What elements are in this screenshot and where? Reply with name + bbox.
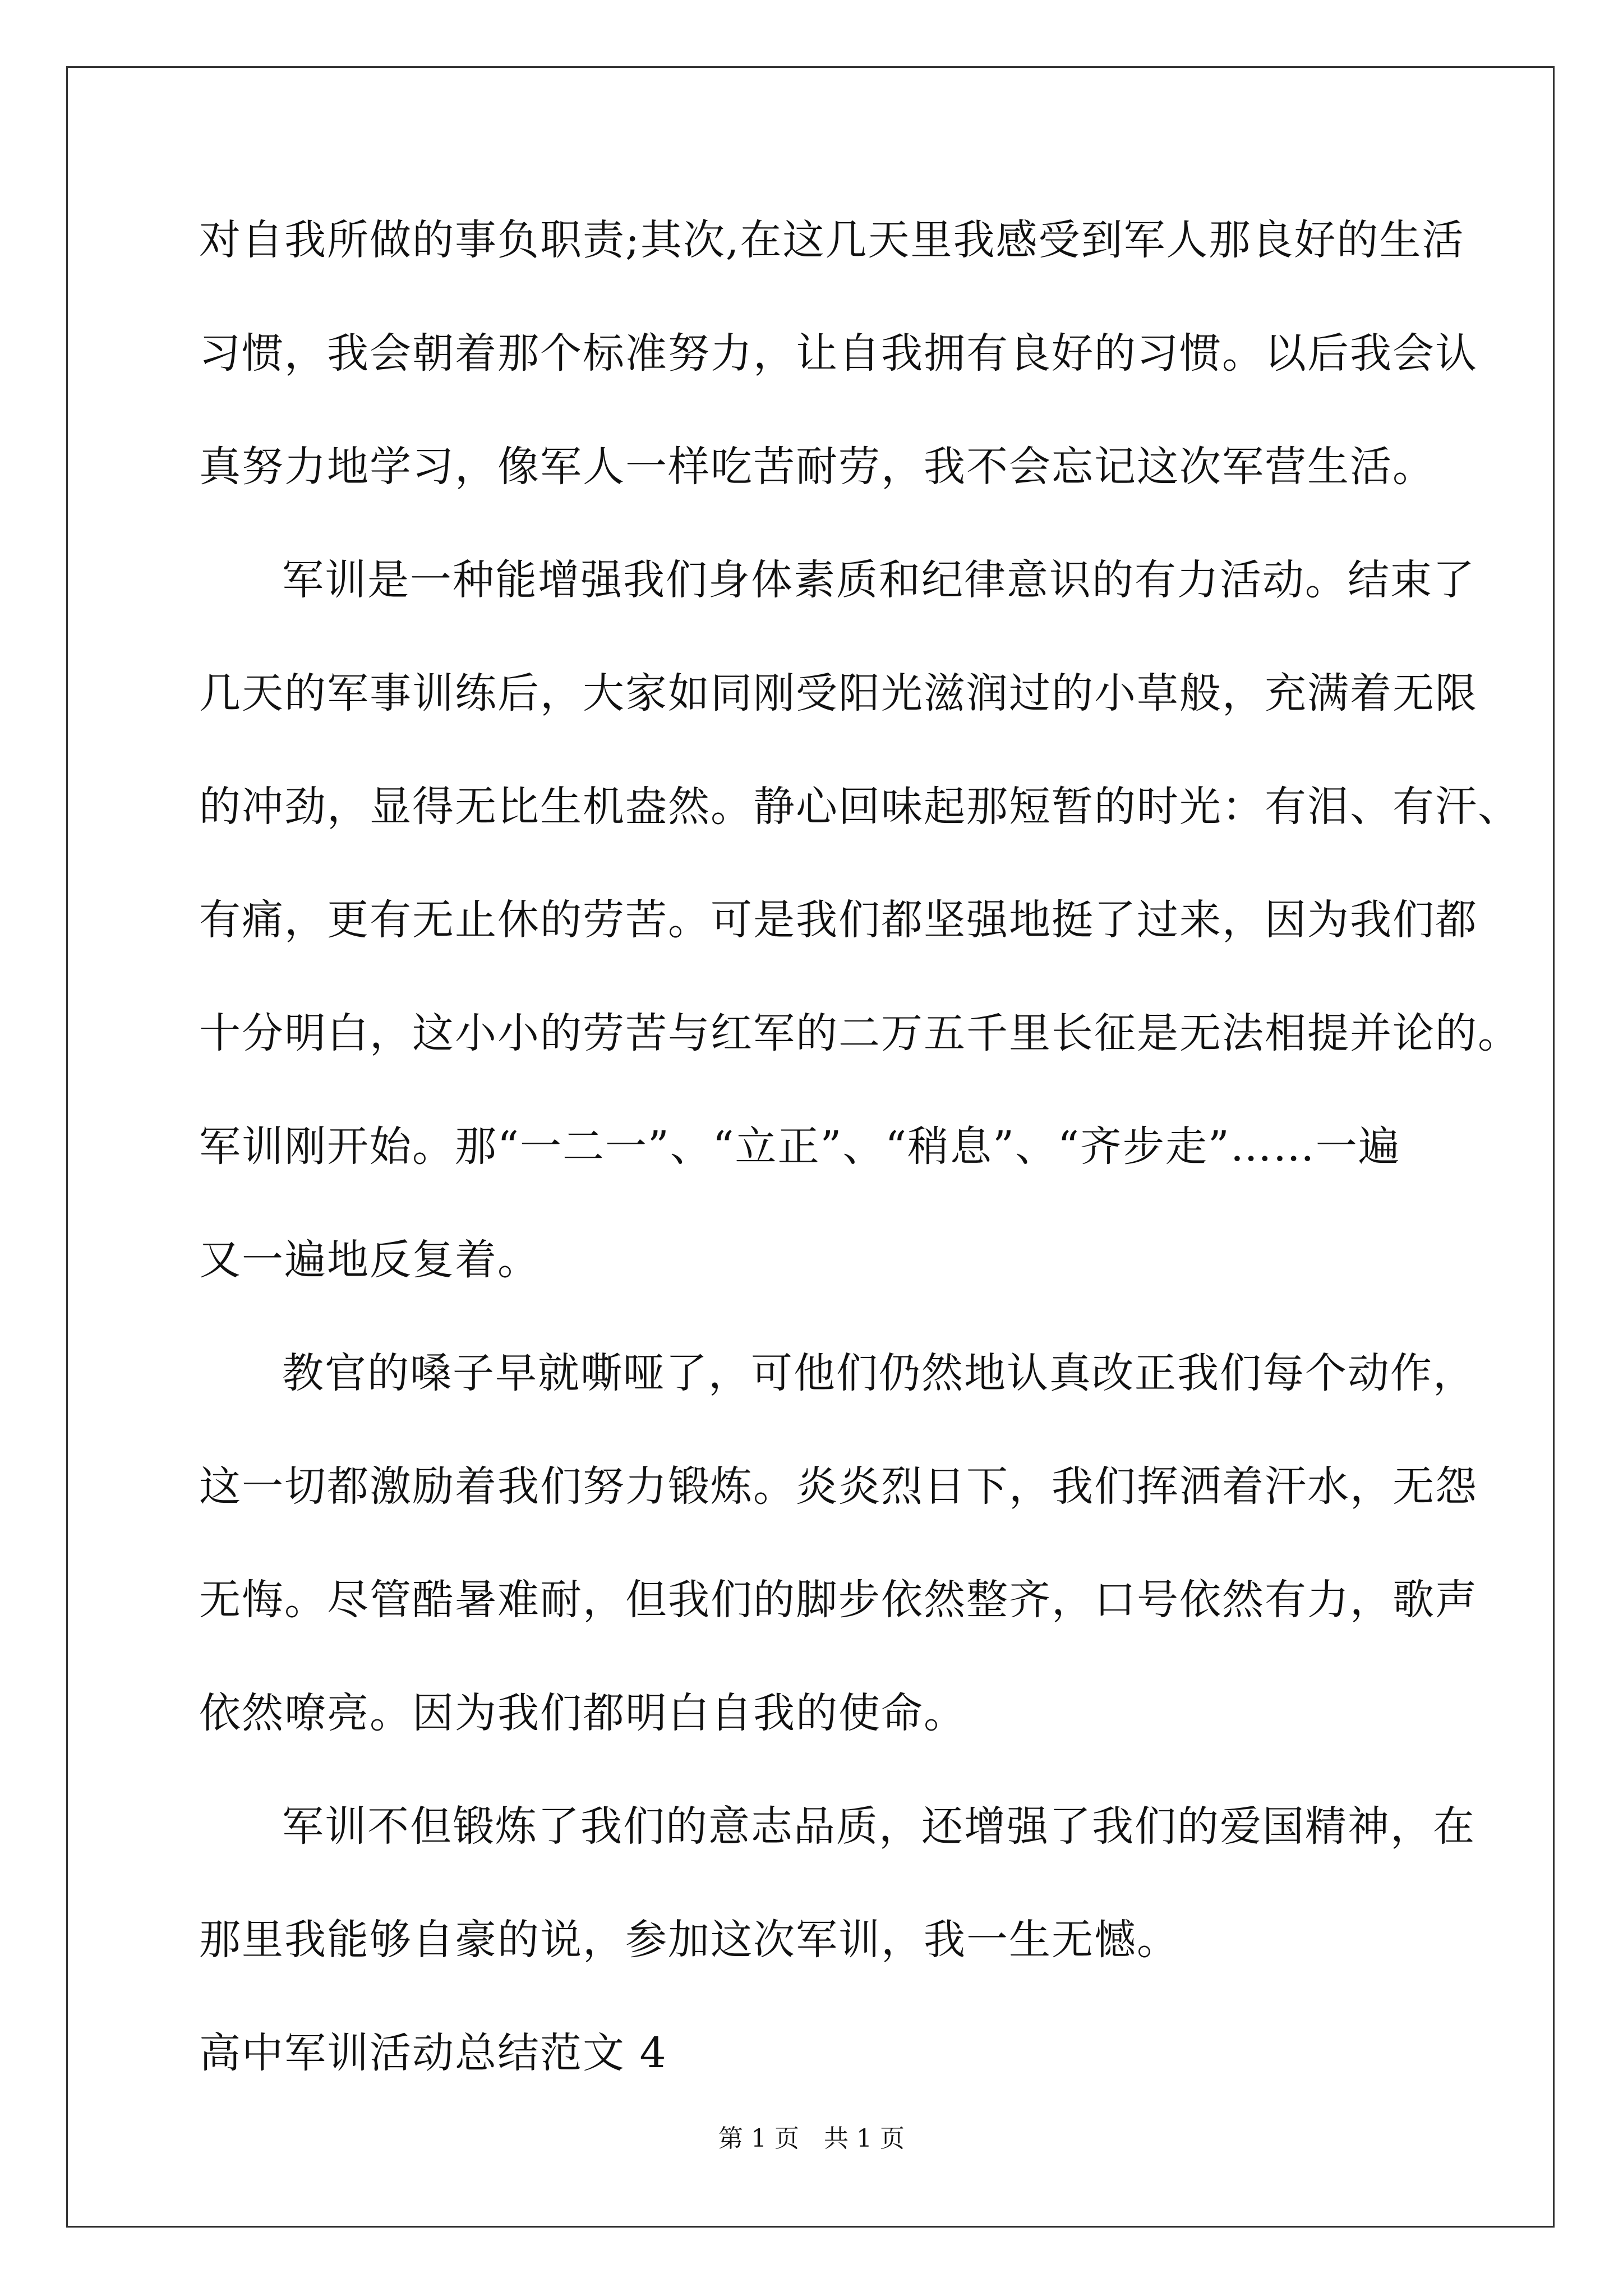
page-number-footer: 第 1 页 共 1 页 [718,2124,905,2153]
text-line: 真努力地学习，像军人一样吃苦耐劳，我不会忘记这次军营生活。 [199,443,1435,491]
paragraph-start-line: 军训是一种能增强我们身体素质和纪律意识的有力活动。结束了 [282,556,1476,604]
text-line: 有痛，更有无止休的劳苦。可是我们都坚强地挺了过来，因为我们都 [199,896,1478,944]
text-line: 无悔。尽管酷暑难耐，但我们的脚步依然整齐，口号依然有力，歌声 [199,1576,1478,1624]
text-line: 习惯，我会朝着那个标准努力，让自我拥有良好的习惯。以后我会认 [199,329,1478,378]
text-line: 那里我能够自豪的说，参加这次军训，我一生无憾。 [199,1916,1179,1964]
text-line: 又一遍地反复着。 [199,1236,540,1284]
text-line: 几天的军事训练后，大家如同刚受阳光滋润过的小草般，充满着无限 [199,669,1478,717]
text-line: 对自我所做的事负职责;其次,在这几天里我感受到军人那良好的生活 [199,216,1465,264]
paragraph-start-line: 教官的嗓子早就嘶哑了，可他们仍然地认真改正我们每个动作， [282,1349,1476,1397]
text-line: 军训刚开始。那“一二一”、“立正”、“稍息”、“齐步走”……一遍 [199,1122,1401,1171]
text-line: 这一切都激励着我们努力锻炼。炎炎烈日下，我们挥洒着汗水，无怨 [199,1462,1478,1511]
text-line: 依然嘹亮。因为我们都明白自我的使命。 [199,1689,966,1737]
paragraph-start-line: 军训不但锻炼了我们的意志品质，还增强了我们的爱国精神，在 [282,1802,1476,1851]
text-line: 的冲劲，显得无比生机盎然。静心回味起那短暂的时光：有泪、有汗、 [199,783,1520,831]
section-heading: 高中军训活动总结范文 4 [199,2029,667,2077]
text-line: 十分明白，这小小的劳苦与红军的二万五千里长征是无法相提并论的。 [199,1009,1520,1057]
